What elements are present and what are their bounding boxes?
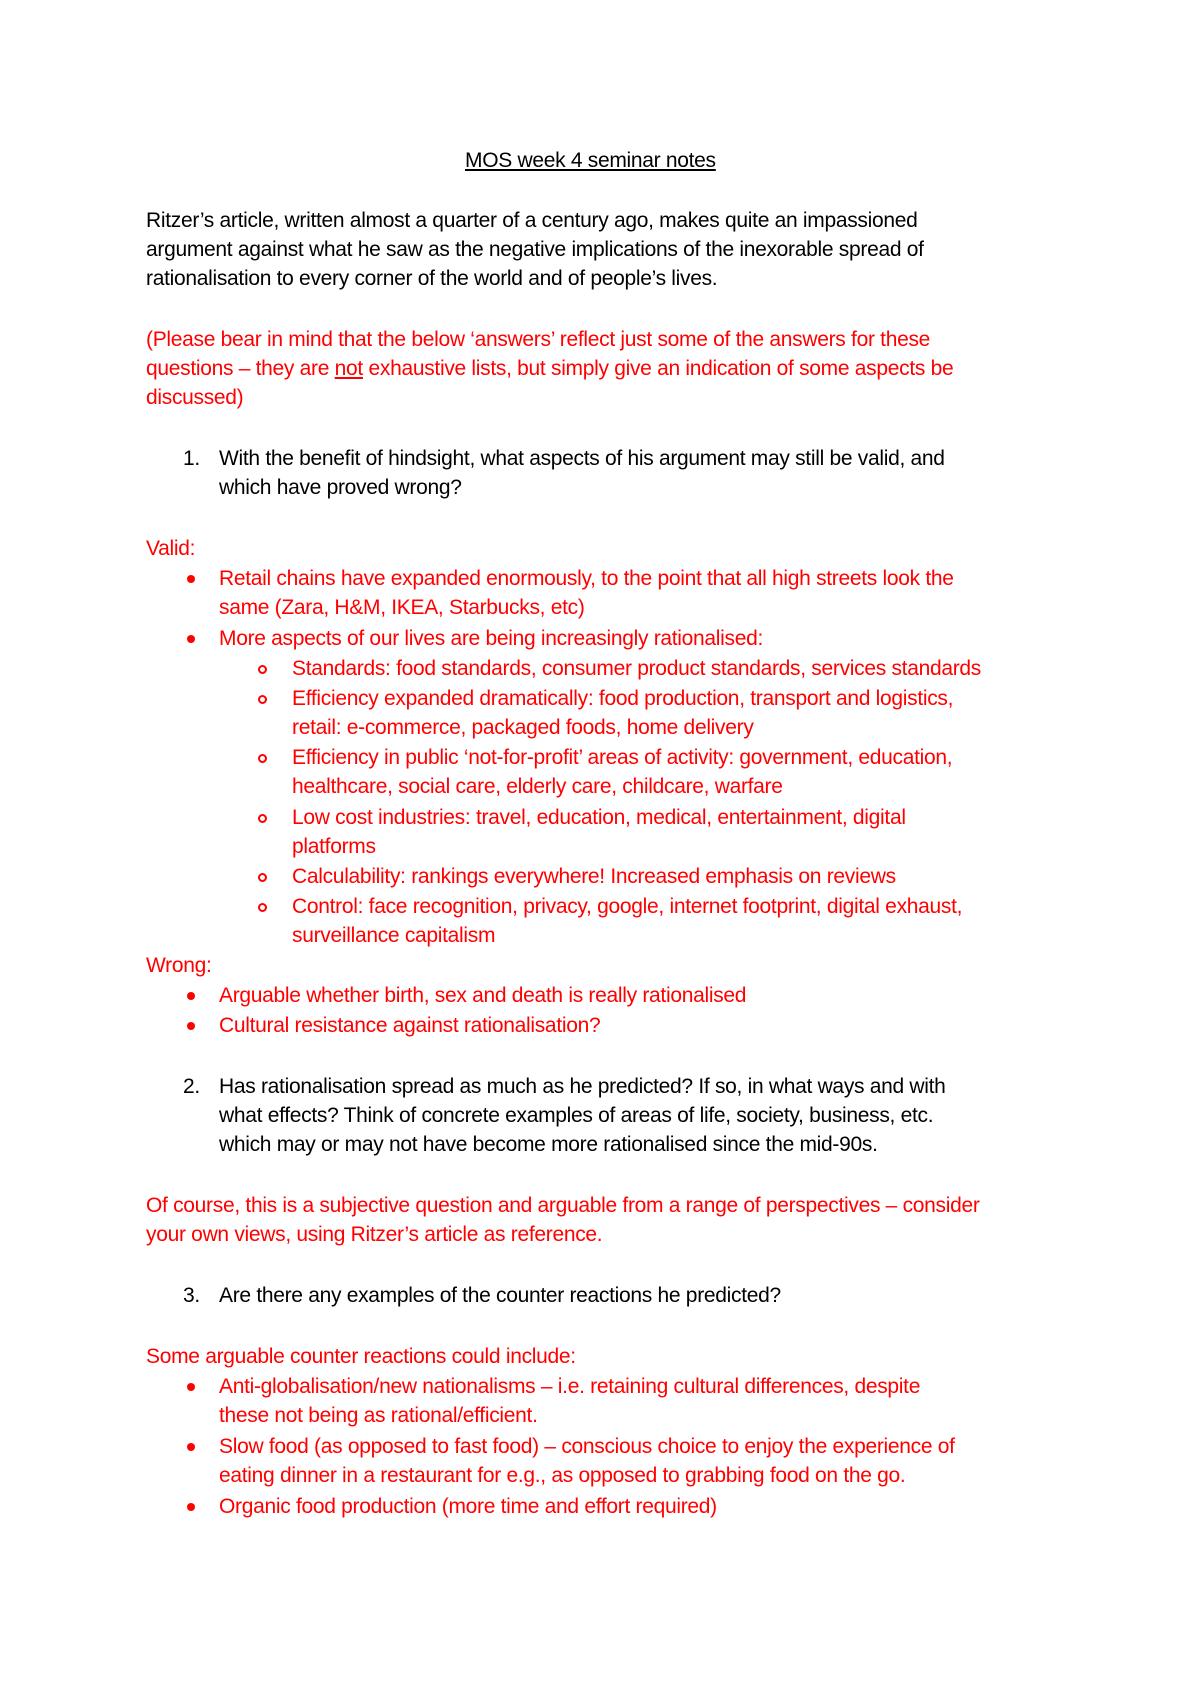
valid-heading: Valid: (146, 537, 196, 560)
bullet-icon (187, 1022, 195, 1030)
valid-sub-4-line-1: Low cost industries: travel, education, medical, entertainment, digital (292, 806, 906, 829)
intro-line-1: Ritzer’s article, written almost a quarter of a century ago, makes quite an impassioned (146, 209, 918, 232)
intro-line-2: argument against what he saw as the negative implications of the inexorable spread of (146, 238, 924, 261)
question-2-line-3: which may or may not have become more rationalised since the mid-90s. (219, 1133, 878, 1156)
valid-sub-2-line-1: Efficiency expanded dramatically: food production, transport and logistics, (292, 687, 954, 710)
valid-sub-3-line-2: healthcare, social care, elderly care, childcare, warfare (292, 775, 783, 798)
counter-bullet-1-line-1: Anti-globalisation/new nationalisms – i.e. retaining cultural differences, despite (219, 1375, 921, 1398)
counter-bullet-2-line-2: eating dinner in a restaurant for e.g., as opposed to grabbing food on the go. (219, 1464, 906, 1487)
bullet-icon (187, 992, 195, 1000)
valid-bullet-1-line-2: same (Zara, H&M, IKEA, Starbucks, etc) (219, 596, 585, 619)
circle-bullet-icon (258, 814, 267, 823)
question-1-line-1: With the benefit of hindsight, what aspects of his argument may still be valid, and (219, 447, 945, 470)
valid-sub-6-line-2: surveillance capitalism (292, 924, 496, 947)
wrong-bullet-1: Arguable whether birth, sex and death is really rationalised (219, 984, 747, 1007)
bullet-icon (187, 635, 195, 643)
valid-bullet-2: More aspects of our lives are being increasingly rationalised: (219, 627, 764, 650)
valid-sub-6-line-1: Control: face recognition, privacy, google, internet footprint, digital exhaust, (292, 895, 963, 918)
note-emphasis-not: not (334, 357, 363, 380)
valid-sub-3-line-1: Efficiency in public ‘not-for-profit’ areas of activity: government, education, (292, 746, 953, 769)
question-2-line-2: what effects? Think of concrete examples of areas of life, society, business, etc. (219, 1104, 934, 1127)
q2-answer-line-2: your own views, using Ritzer’s article as reference. (146, 1223, 603, 1246)
counter-bullet-2-line-1: Slow food (as opposed to fast food) – conscious choice to enjoy the experience of (219, 1435, 955, 1458)
question-1-line-2: which have proved wrong? (219, 476, 462, 499)
bullet-icon (187, 1443, 195, 1451)
question-2-number: 2. (183, 1075, 200, 1098)
wrong-heading: Wrong: (146, 954, 212, 977)
valid-sub-1: Standards: food standards, consumer product standards, services standards (292, 657, 981, 680)
wrong-bullet-2: Cultural resistance against rationalisation? (219, 1014, 601, 1037)
circle-bullet-icon (258, 903, 267, 912)
question-3-number: 3. (183, 1284, 200, 1307)
circle-bullet-icon (258, 754, 267, 763)
question-3-line: Are there any examples of the counter reactions he predicted? (219, 1284, 781, 1307)
valid-sub-5: Calculability: rankings everywhere! Increased emphasis on reviews (292, 865, 896, 888)
intro-line-3: rationalisation to every corner of the world and of people’s lives. (146, 267, 718, 290)
question-2-line-1: Has rationalisation spread as much as he predicted? If so, in what ways and with (219, 1075, 946, 1098)
circle-bullet-icon (258, 873, 267, 882)
circle-bullet-icon (258, 665, 267, 674)
note-line-2 (146, 354, 953, 383)
page-title: MOS week 4 seminar notes (465, 149, 716, 172)
counter-bullet-3: Organic food production (more time and effort required) (219, 1495, 717, 1518)
note-line-2-post: exhaustive lists, but simply give an indication of some aspects be (362, 357, 954, 380)
valid-sub-2-line-2: retail: e-commerce, packaged foods, home delivery (292, 716, 754, 739)
note-line-1: (Please bear in mind that the below ‘answers’ reflect just some of the answers for these (146, 328, 931, 351)
question-1-number: 1. (183, 447, 200, 470)
counter-bullet-1-line-2: these not being as rational/efficient. (219, 1404, 538, 1427)
valid-bullet-1-line-1: Retail chains have expanded enormously, to the point that all high streets look the (219, 567, 954, 590)
circle-bullet-icon (258, 695, 267, 704)
counter-heading: Some arguable counter reactions could include: (146, 1345, 576, 1368)
note-line-2-pre: questions – they are (146, 357, 335, 380)
note-line-3: discussed) (146, 386, 244, 409)
bullet-icon (187, 1503, 195, 1511)
valid-sub-4-line-2: platforms (292, 835, 376, 858)
bullet-icon (187, 1383, 195, 1391)
q2-answer-line-1: Of course, this is a subjective question and arguable from a range of perspectives – consider (146, 1194, 980, 1217)
bullet-icon (187, 575, 195, 583)
